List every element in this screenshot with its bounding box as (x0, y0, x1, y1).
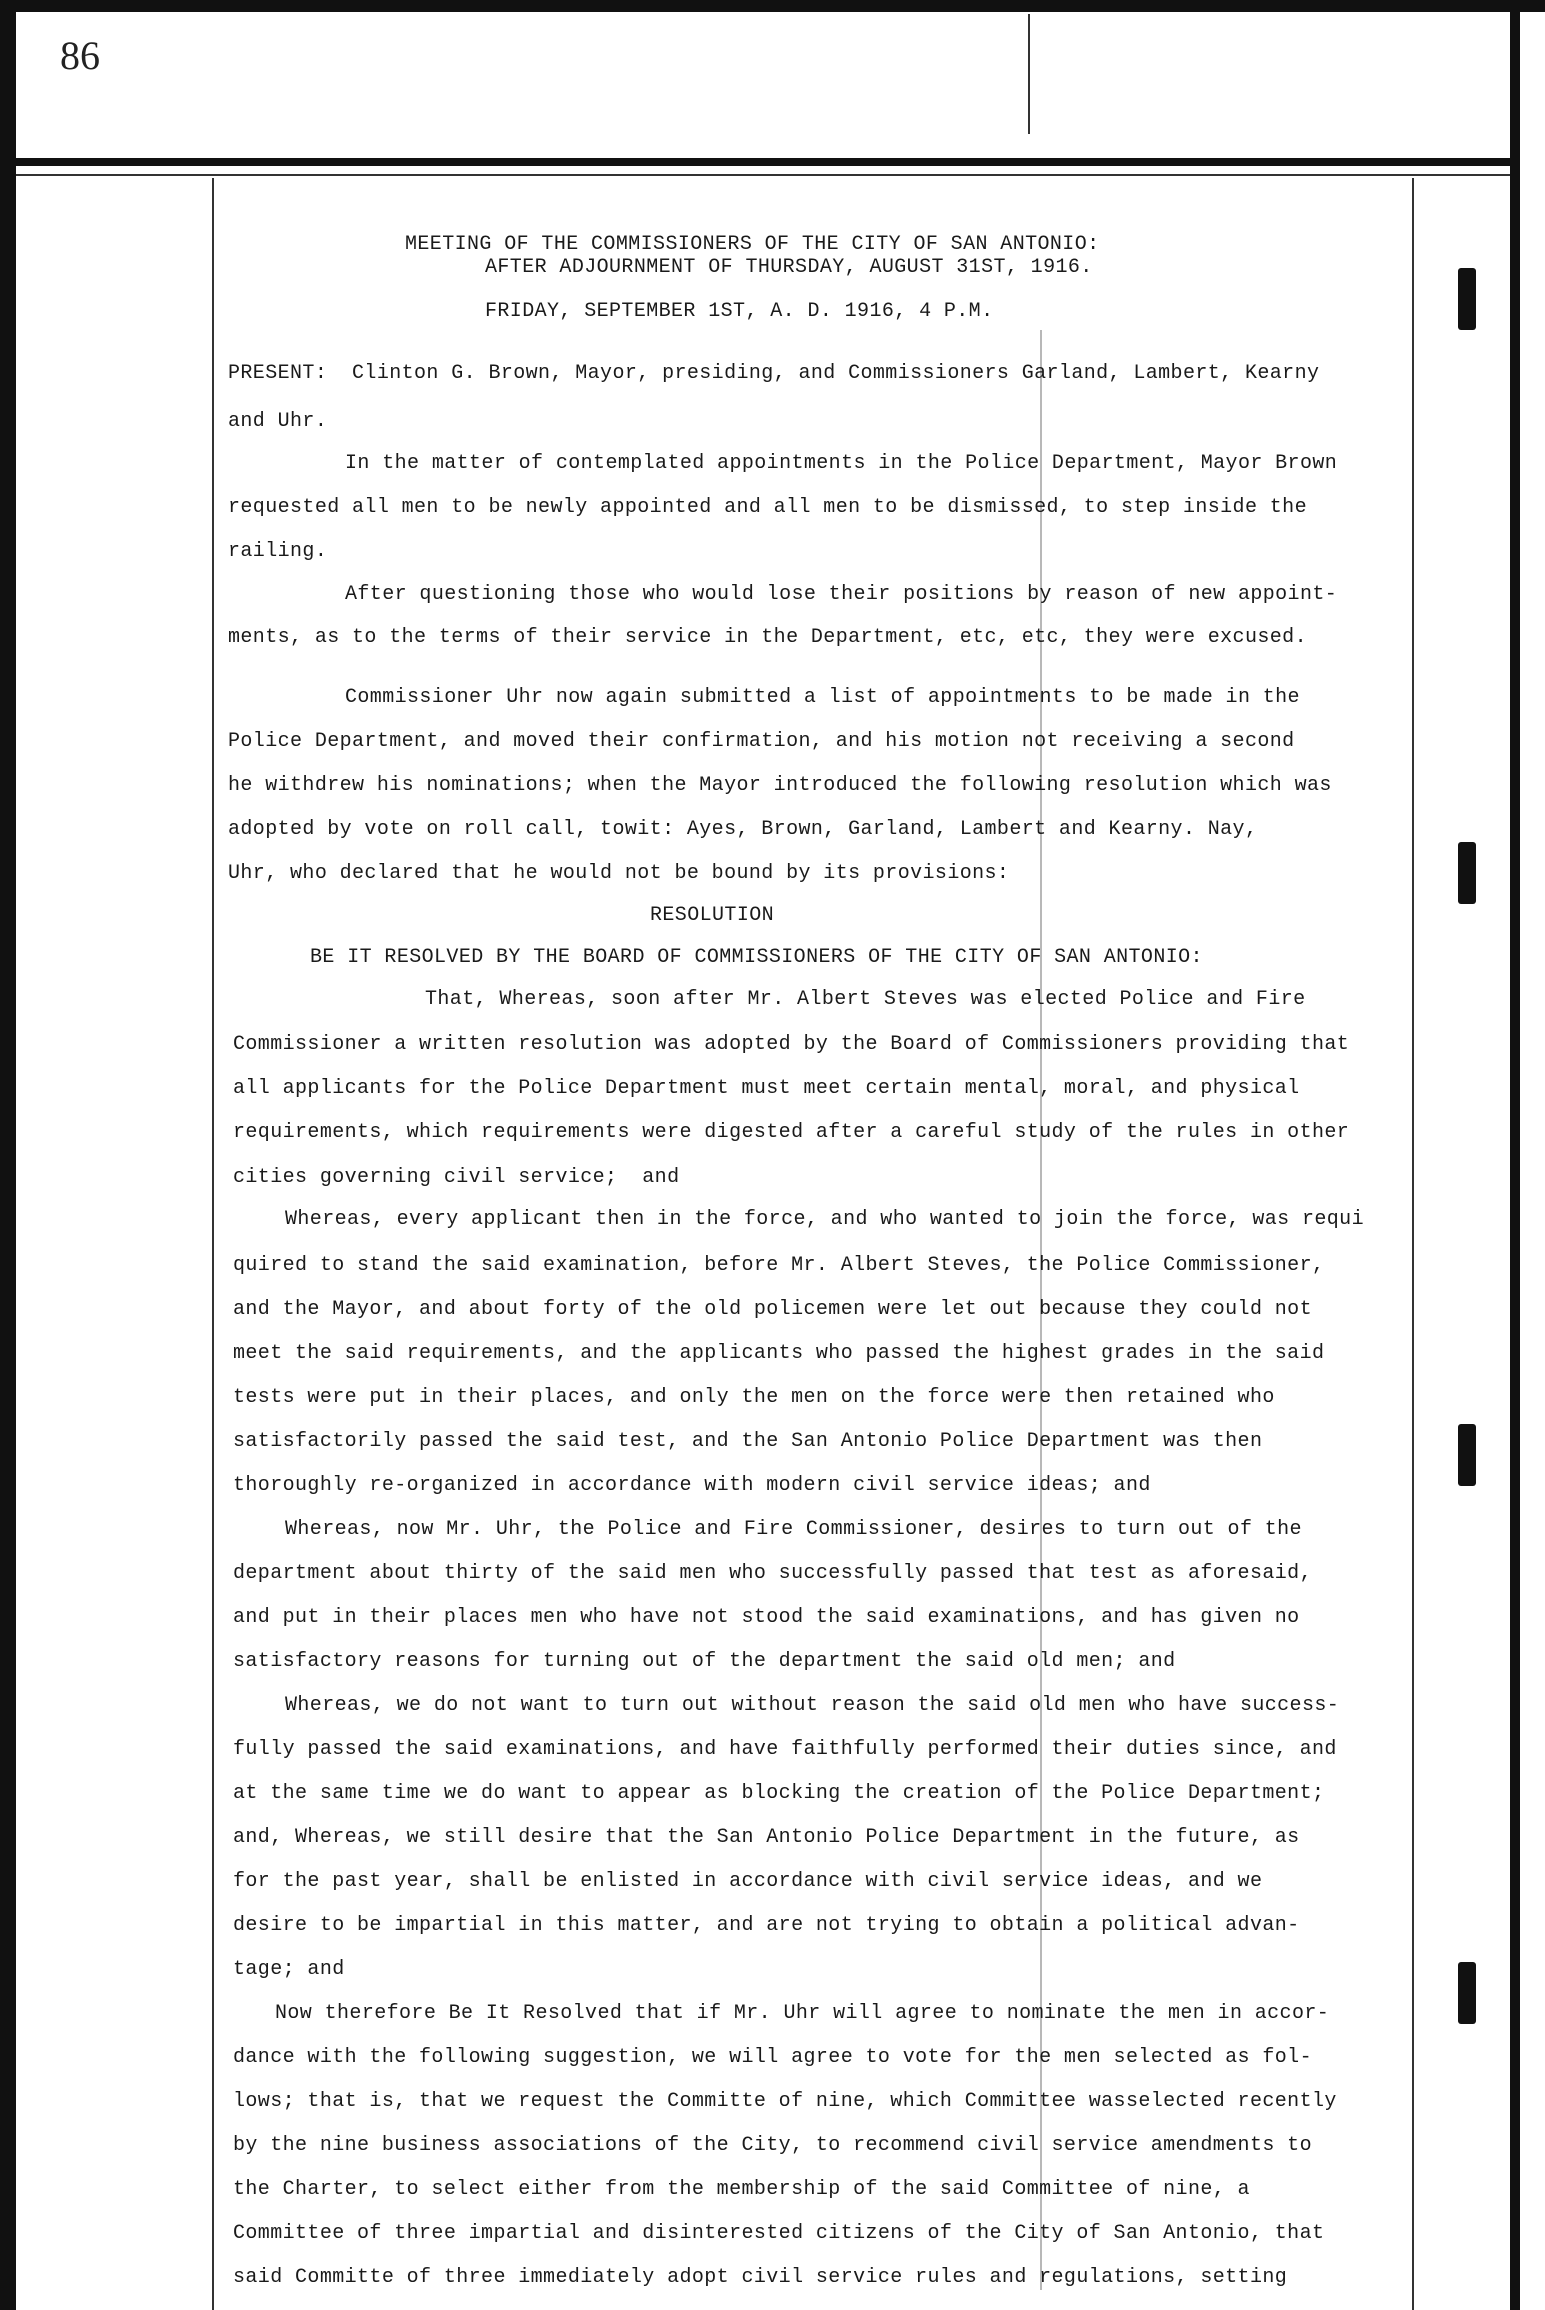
body-line: BE IT RESOLVED BY THE BOARD OF COMMISSIONERS OF THE CITY OF SAN ANTONIO: (310, 946, 1203, 969)
margin-tab-mark (1458, 842, 1476, 904)
body-line: and the Mayor, and about forty of the old policemen were let out because they could not (233, 1298, 1312, 1321)
body-line: meet the said requirements, and the applicants who passed the highest grades in the said (233, 1342, 1325, 1365)
body-line: requested all men to be newly appointed and all men to be dismissed, to step inside the (228, 496, 1307, 519)
body-line: railing. (228, 540, 328, 563)
body-line: That, Whereas, soon after Mr. Albert Steves was elected Police and Fire (425, 988, 1306, 1011)
body-line: and Uhr. (228, 410, 328, 433)
body-line: fully passed the said examinations, and have faithfully performed their duties since, and (233, 1738, 1337, 1761)
resolution-heading: RESOLUTION (650, 904, 775, 927)
body-line: and put in their places men who have not stood the said examinations, and has given no (233, 1606, 1300, 1629)
body-line: PRESENT: Clinton G. Brown, Mayor, presiding, and Commissioners Garland, Lambert, Kearny (228, 362, 1320, 385)
body-line: ments, as to the terms of their service in the Department, etc, etc, they were excused. (228, 626, 1307, 649)
body-line: for the past year, shall be enlisted in accordance with civil service ideas, and we (233, 1870, 1263, 1893)
body-line: Committee of three impartial and disinterested citizens of the City of San Antonio, that (233, 2222, 1325, 2245)
body-line: the Charter, to select either from the membership of the said Committee of nine, a (233, 2178, 1250, 2201)
body-line: satisfactorily passed the said test, and the San Antonio Police Department was then (233, 1430, 1263, 1453)
header-rule-thick (16, 158, 1510, 166)
body-line: Whereas, every applicant then in the force, and who wanted to join the force, was requi (285, 1208, 1364, 1231)
body-line: In the matter of contemplated appointments in the Police Department, Mayor Brown (345, 452, 1338, 475)
body-line: tage; and (233, 1958, 345, 1981)
top-border (0, 0, 1545, 12)
body-line: at the same time we do want to appear as blocking the creation of the Police Department; (233, 1782, 1325, 1805)
right-margin-rule (1412, 178, 1414, 2310)
header-divider (1028, 14, 1030, 134)
body-line: Now therefore Be It Resolved that if Mr. Uhr will agree to nominate the men in accor- (275, 2002, 1330, 2025)
body-line: satisfactory reasons for turning out of the department the said old men; and (233, 1650, 1176, 1673)
heading-line-1: MEETING OF THE COMMISSIONERS OF THE CITY OF SAN ANTONIO: (405, 233, 1100, 256)
body-line: quired to stand the said examination, before Mr. Albert Steves, the Police Commissioner, (233, 1254, 1325, 1277)
margin-tab-mark (1458, 268, 1476, 330)
margin-tab-mark (1458, 1424, 1476, 1486)
body-line: Police Department, and moved their confirmation, and his motion not receiving a second (228, 730, 1295, 753)
left-margin-rule (212, 178, 214, 2310)
body-line: department about thirty of the said men who successfully passed that test as aforesaid, (233, 1562, 1312, 1585)
left-binding-edge (0, 0, 16, 2310)
page-number: 86 (60, 33, 100, 78)
body-line: desire to be impartial in this matter, and are not trying to obtain a political advan- (233, 1914, 1300, 1937)
body-line: cities governing civil service; and (233, 1166, 680, 1189)
body-line: by the nine business associations of the City, to recommend civil service amendments to (233, 2134, 1312, 2157)
body-line: Whereas, we do not want to turn out without reason the said old men who have success- (285, 1694, 1340, 1717)
body-line: Uhr, who declared that he would not be bound by its provisions: (228, 862, 1010, 885)
body-line: Whereas, now Mr. Uhr, the Police and Fire Commissioner, desires to turn out of the (285, 1518, 1302, 1541)
body-line: said Committe of three immediately adopt civil service rules and regulations, setting (233, 2266, 1288, 2289)
body-line: requirements, which requirements were digested after a careful study of the rules in other (233, 1121, 1350, 1144)
body-line: and, Whereas, we still desire that the San Antonio Police Department in the future, as (233, 1826, 1300, 1849)
body-line: tests were put in their places, and only the men on the force were then retained who (233, 1386, 1275, 1409)
body-line: all applicants for the Police Department must meet certain mental, moral, and physical (233, 1077, 1300, 1100)
right-border (1510, 0, 1520, 2310)
body-line: adopted by vote on roll call, towit: Ayes, Brown, Garland, Lambert and Kearny. Nay, (228, 818, 1258, 841)
body-line: dance with the following suggestion, we will agree to vote for the men selected as fol- (233, 2046, 1312, 2069)
body-line: he withdrew his nominations; when the Mayor introduced the following resolution which was (228, 774, 1332, 797)
body-line: After questioning those who would lose their positions by reason of new appoint- (345, 583, 1338, 606)
heading-line-3: FRIDAY, SEPTEMBER 1ST, A. D. 1916, 4 P.M. (485, 300, 994, 323)
margin-tab-mark (1458, 1962, 1476, 2024)
header-rule-thin (16, 174, 1510, 176)
body-line: Commissioner a written resolution was adopted by the Board of Commissioners providing that (233, 1033, 1350, 1056)
body-line: Commissioner Uhr now again submitted a list of appointments to be made in the (345, 686, 1300, 709)
body-line: lows; that is, that we request the Committe of nine, which Committee wasselected recently (233, 2090, 1337, 2113)
heading-line-2: AFTER ADJOURNMENT OF THURSDAY, AUGUST 31ST, 1916. (485, 256, 1093, 279)
body-line: thoroughly re-organized in accordance with modern civil service ideas; and (233, 1474, 1151, 1497)
